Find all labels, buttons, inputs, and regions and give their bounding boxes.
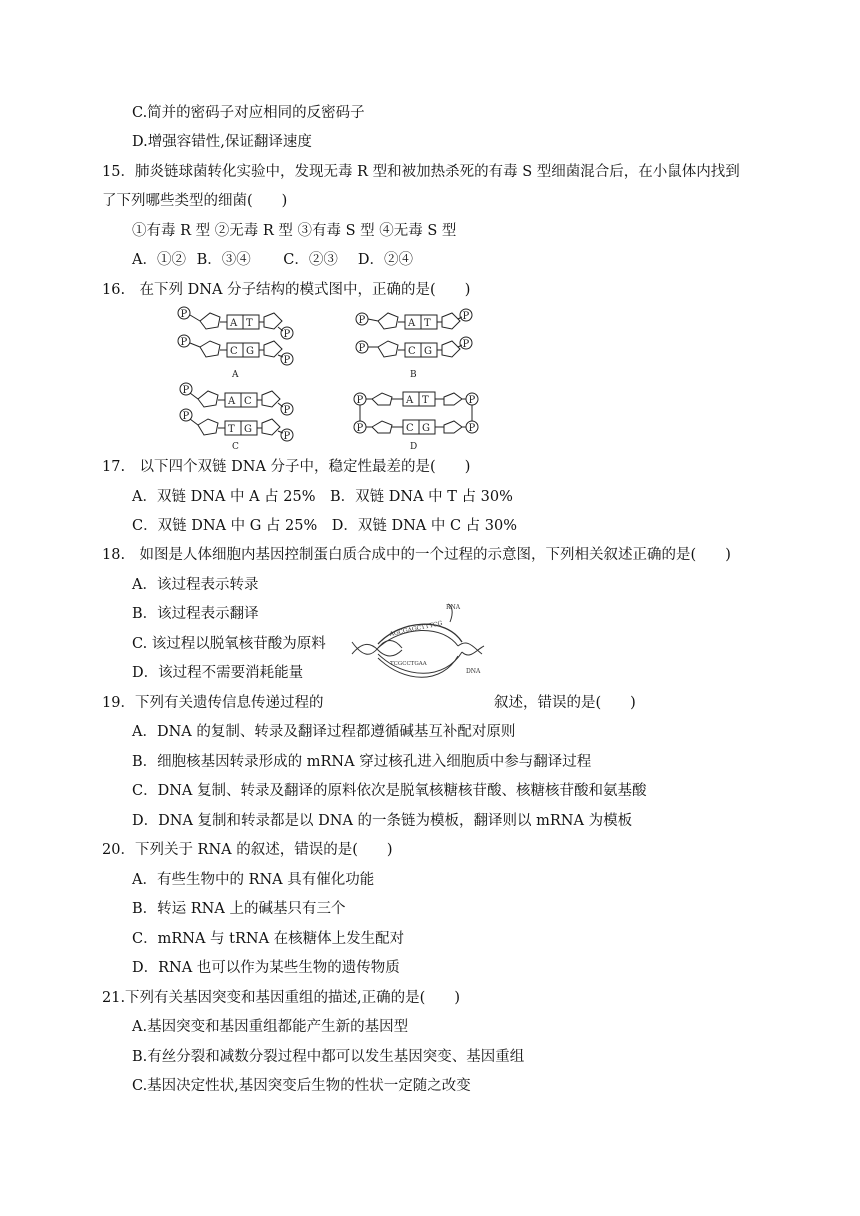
q15-option-c: C．②③ bbox=[283, 252, 338, 268]
phosphate-label: P bbox=[182, 385, 190, 396]
q18-option-b: B．该过程表示翻译 bbox=[132, 606, 259, 622]
q15-stem-line2: 了下列哪些类型的细菌( ) bbox=[102, 193, 288, 209]
phosphate-label: P bbox=[462, 311, 470, 322]
q16-stem: 16. 在下列 DNA 分子结构的模式图中，正确的是( ) bbox=[102, 282, 471, 298]
q17-options-ab: A．双链 DNA 中 A 占 25% B．双链 DNA 中 T 占 30% bbox=[132, 489, 513, 505]
panel-label-d: D bbox=[410, 442, 418, 452]
q15-option-b: B．③④ bbox=[196, 252, 251, 268]
base-a2: T bbox=[246, 318, 253, 329]
dna-label: DNA bbox=[466, 668, 481, 675]
rna-sequence: AGCGAGCTTTCG bbox=[388, 619, 444, 638]
base-a3: C bbox=[230, 346, 238, 357]
phosphate-label: P bbox=[356, 395, 364, 406]
phosphate-label: P bbox=[180, 309, 188, 320]
dna-model-b bbox=[356, 309, 472, 380]
phosphate-label: P bbox=[462, 339, 470, 350]
q20-option-a: A．有些生物中的 RNA 具有催化功能 bbox=[132, 872, 375, 888]
q18-stem: 18. 如图是人体细胞内基因控制蛋白质合成中的一个过程的示意图，下列相关叙述正确的是( ) bbox=[102, 547, 731, 563]
q20-option-b: B．转运 RNA 上的碱基只有三个 bbox=[132, 901, 346, 917]
base-a1: A bbox=[230, 318, 238, 329]
phosphate-label: P bbox=[182, 411, 190, 422]
q18-option-c: C. 该过程以脱氧核苷酸为原料 bbox=[132, 636, 326, 652]
q15-options bbox=[132, 251, 428, 269]
q14-option-d: D.增强容错性,保证翻译速度 bbox=[132, 134, 312, 150]
q19-option-c: C．DNA 复制、转录及翻译的原料依次是脱氧核糖核苷酸、核糖核苷酸和氨基酸 bbox=[132, 783, 647, 799]
dna-model-c bbox=[180, 383, 293, 452]
panel-label-a: A bbox=[232, 370, 239, 380]
phosphate-label: P bbox=[283, 431, 291, 442]
base-c4: G bbox=[244, 424, 252, 435]
phosphate-label: P bbox=[468, 423, 476, 434]
q18-option-a: A．该过程表示转录 bbox=[132, 577, 259, 593]
phosphate-label: P bbox=[283, 355, 291, 366]
phosphate-label: P bbox=[358, 315, 366, 326]
panel-label-b: B bbox=[410, 370, 417, 380]
base-d3: C bbox=[406, 423, 414, 434]
q20-stem: 20．下列关于 RNA 的叙述，错误的是( ) bbox=[102, 842, 393, 858]
q17-stem: 17. 以下四个双链 DNA 分子中，稳定性最差的是( ) bbox=[102, 459, 471, 475]
q19-stem-part2: 叙述，错误的是( ) bbox=[494, 695, 636, 711]
base-b4: G bbox=[424, 346, 432, 357]
base-c3: T bbox=[228, 424, 235, 435]
q20-option-c: C．mRNA 与 tRNA 在核糖体上发生配对 bbox=[132, 931, 405, 947]
phosphate-label: P bbox=[283, 329, 291, 340]
dna-structure-figure bbox=[170, 303, 480, 453]
base-d1: A bbox=[406, 395, 414, 406]
q21-stem: 21.下列有关基因突变和基因重组的描述,正确的是( ) bbox=[102, 990, 460, 1006]
panel-label-c: C bbox=[232, 442, 239, 452]
transcription-figure bbox=[350, 602, 490, 680]
dna-template-sequence: TCGCCTGAA bbox=[390, 661, 427, 667]
q14-option-c: C.简并的密码子对应相同的反密码子 bbox=[132, 105, 365, 121]
q15-option-a: A．①② bbox=[132, 252, 186, 268]
q18-option-d: D．该过程不需要消耗能量 bbox=[132, 665, 304, 681]
base-c2: C bbox=[244, 396, 252, 407]
rna-label: RNA bbox=[446, 604, 461, 611]
base-c1: A bbox=[228, 396, 236, 407]
base-a4: G bbox=[246, 346, 254, 357]
dna-structure-svg bbox=[170, 303, 480, 453]
q19-option-b: B．细胞核基因转录形成的 mRNA 穿过核孔进入细胞质中参与翻译过程 bbox=[132, 754, 592, 770]
base-d4: G bbox=[422, 423, 430, 434]
phosphate-label: P bbox=[468, 395, 476, 406]
transcription-svg bbox=[350, 602, 490, 680]
dna-model-a bbox=[178, 307, 293, 380]
q21-option-c: C.基因决定性状,基因突变后生物的性状一定随之改变 bbox=[132, 1078, 471, 1094]
q19-option-a: A．DNA 的复制、转录及翻译过程都遵循碱基互补配对原则 bbox=[132, 724, 516, 740]
q20-option-d: D．RNA 也可以作为某些生物的遗传物质 bbox=[132, 960, 400, 976]
q15-items: ①有毒 R 型 ②无毒 R 型 ③有毒 S 型 ④无毒 S 型 bbox=[132, 223, 457, 239]
base-d2: T bbox=[422, 395, 429, 406]
q19-option-d: D．DNA 复制和转录都是以 DNA 的一条链为模板，翻译则以 mRNA 为模板 bbox=[132, 813, 633, 829]
base-b2: T bbox=[424, 318, 431, 329]
q21-option-b: B.有丝分裂和减数分裂过程中都可以发生基因突变、基因重组 bbox=[132, 1049, 525, 1065]
base-b1: A bbox=[408, 318, 416, 329]
q21-option-a: A.基因突变和基因重组都能产生新的基因型 bbox=[132, 1019, 409, 1035]
phosphate-label: P bbox=[283, 405, 291, 416]
q15-stem-line1: 15．肺炎链球菌转化实验中，发现无毒 R 型和被加热杀死的有毒 S 型细菌混合后，在小鼠体内找到 bbox=[102, 164, 740, 180]
phosphate-label: P bbox=[356, 423, 364, 434]
q17-options-cd: C．双链 DNA 中 G 占 25% D．双链 DNA 中 C 占 30% bbox=[132, 518, 518, 534]
base-b3: C bbox=[408, 346, 416, 357]
phosphate-label: P bbox=[180, 337, 188, 348]
dna-model-d bbox=[354, 392, 478, 452]
q15-option-d: D．②④ bbox=[357, 252, 413, 268]
q19-stem-part1: 19．下列有关遗传信息传递过程的 bbox=[102, 695, 324, 711]
phosphate-label: P bbox=[358, 343, 366, 354]
